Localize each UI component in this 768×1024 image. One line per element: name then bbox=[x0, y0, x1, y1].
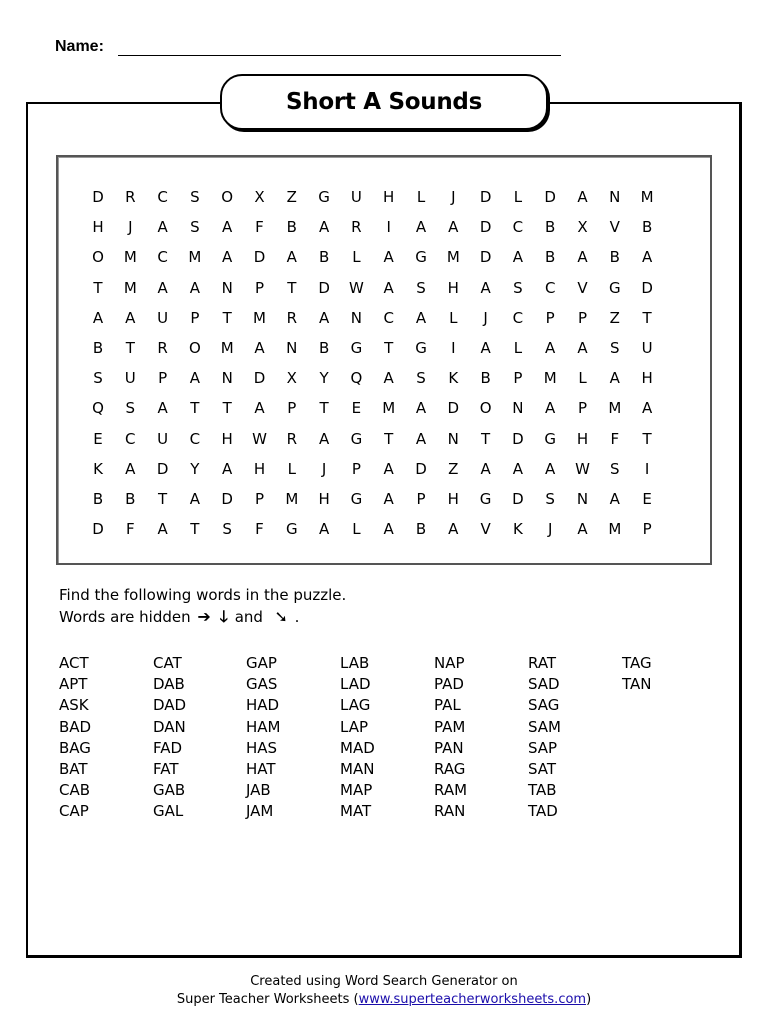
title-banner bbox=[220, 74, 548, 130]
grid-letter[interactable]: A bbox=[92, 308, 104, 327]
grid-letter[interactable]: H bbox=[383, 188, 395, 206]
grid-letter[interactable]: A bbox=[383, 369, 394, 388]
grid-letter[interactable]: L bbox=[287, 459, 296, 478]
grid-letter[interactable]: B bbox=[545, 218, 556, 237]
grid-letter[interactable]: Z bbox=[609, 308, 620, 327]
grid-letter[interactable]: H bbox=[576, 429, 589, 448]
grid-letter[interactable]: Z bbox=[286, 188, 297, 206]
grid-letter[interactable]: T bbox=[384, 339, 394, 357]
grid-letter[interactable]: A bbox=[383, 490, 394, 508]
grid-letter[interactable]: F bbox=[255, 520, 264, 539]
grid-letter[interactable]: C bbox=[157, 188, 168, 206]
grid-letter[interactable]: A bbox=[189, 278, 201, 297]
arrow-right-icon: ➔ bbox=[197, 607, 211, 626]
grid-letter[interactable]: M bbox=[543, 369, 557, 388]
grid-letter[interactable]: M bbox=[123, 248, 137, 267]
grid-letter[interactable]: Z bbox=[448, 459, 459, 478]
grid-letter[interactable]: A bbox=[545, 399, 556, 418]
grid-letter[interactable]: A bbox=[641, 248, 653, 267]
grid-letter[interactable]: U bbox=[124, 369, 136, 388]
grid-letter[interactable]: B bbox=[318, 339, 330, 357]
grid-letter[interactable]: T bbox=[222, 308, 232, 327]
grid-letter[interactable]: K bbox=[448, 369, 459, 388]
grid-letter[interactable]: S bbox=[610, 339, 620, 357]
grid-letter[interactable]: A bbox=[415, 399, 427, 418]
grid-letter[interactable]: X bbox=[254, 188, 265, 206]
grid-letter[interactable]: Q bbox=[92, 399, 104, 418]
grid-letter[interactable]: I bbox=[386, 218, 391, 237]
name-field-line[interactable] bbox=[118, 55, 561, 56]
grid-letter[interactable]: A bbox=[254, 399, 265, 418]
grid-letter[interactable]: A bbox=[222, 459, 233, 478]
grid-letter[interactable]: D bbox=[92, 188, 104, 206]
word-list-item: CAB bbox=[59, 781, 91, 800]
grid-letter[interactable]: C bbox=[512, 308, 524, 327]
grid-letter[interactable]: Y bbox=[190, 459, 200, 478]
grid-letter[interactable]: M bbox=[285, 490, 299, 508]
grid-letter[interactable]: W bbox=[348, 278, 364, 297]
grid-letter[interactable]: A bbox=[609, 369, 620, 388]
word-list-item: TAB bbox=[528, 781, 557, 800]
word-list-item: PAL bbox=[434, 696, 461, 715]
grid-letter[interactable]: A bbox=[222, 248, 233, 267]
footer bbox=[0, 973, 768, 1009]
word-list-item: BAT bbox=[59, 760, 88, 779]
grid-letter[interactable]: B bbox=[641, 218, 653, 237]
grid-letter[interactable]: D bbox=[479, 218, 492, 237]
grid-letter[interactable]: R bbox=[286, 308, 298, 327]
grid-letter[interactable]: L bbox=[578, 369, 587, 388]
word-list-item: PAD bbox=[434, 675, 464, 694]
grid-letter[interactable]: A bbox=[157, 520, 168, 539]
grid-letter[interactable]: U bbox=[157, 308, 169, 327]
grid-letter[interactable]: A bbox=[125, 308, 136, 327]
footer-line-2 bbox=[0, 991, 768, 1009]
grid-letter[interactable]: S bbox=[416, 369, 426, 388]
grid-letter[interactable]: B bbox=[415, 520, 427, 539]
grid-letter[interactable]: N bbox=[447, 429, 459, 448]
grid-letter[interactable]: M bbox=[640, 188, 654, 206]
grid-letter[interactable]: L bbox=[513, 188, 523, 206]
grid-letter[interactable]: N bbox=[350, 308, 362, 327]
grid-letter[interactable]: S bbox=[416, 278, 426, 297]
grid-letter[interactable]: T bbox=[481, 429, 491, 448]
word-list-item: MAT bbox=[340, 802, 372, 821]
grid-letter[interactable]: D bbox=[415, 459, 427, 478]
word-list-item: SAP bbox=[528, 738, 558, 757]
grid-letter[interactable]: A bbox=[318, 520, 330, 539]
grid-letter[interactable]: P bbox=[545, 308, 555, 327]
grid-letter[interactable]: A bbox=[641, 399, 653, 418]
grid-letter[interactable]: E bbox=[93, 429, 103, 448]
grid-letter[interactable]: T bbox=[158, 490, 168, 508]
grid-letter[interactable]: A bbox=[480, 339, 491, 357]
grid-letter[interactable]: P bbox=[577, 399, 588, 418]
word-list-item: RAN bbox=[434, 802, 466, 821]
grid-letter[interactable]: P bbox=[416, 490, 426, 508]
grid-letter[interactable]: S bbox=[545, 490, 555, 508]
grid-letter[interactable]: T bbox=[125, 339, 135, 357]
grid-letter[interactable]: F bbox=[255, 218, 264, 237]
grid-letter[interactable]: T bbox=[190, 520, 200, 539]
grid-letter[interactable]: S bbox=[125, 399, 136, 418]
grid-letter[interactable]: O bbox=[479, 399, 492, 418]
grid-letter[interactable]: M bbox=[123, 278, 137, 297]
grid-letter[interactable]: A bbox=[609, 490, 620, 508]
grid-letter[interactable]: X bbox=[286, 369, 297, 388]
grid-letter[interactable]: U bbox=[641, 339, 653, 357]
grid-letter[interactable]: D bbox=[479, 188, 492, 206]
grid-letter[interactable]: W bbox=[252, 429, 267, 448]
word-list-item: SAT bbox=[528, 760, 557, 779]
grid-letter[interactable]: P bbox=[351, 459, 361, 478]
grid-letter[interactable]: O bbox=[188, 339, 201, 357]
grid-letter[interactable]: L bbox=[352, 520, 361, 539]
grid-letter[interactable]: T bbox=[287, 278, 297, 297]
word-list-item: RAT bbox=[528, 654, 557, 672]
word-list-item: BAD bbox=[59, 717, 92, 736]
word-list-item: HAM bbox=[246, 717, 281, 736]
word-column bbox=[528, 653, 561, 823]
grid-letter[interactable]: A bbox=[157, 399, 168, 418]
grid-letter[interactable]: S bbox=[190, 188, 200, 206]
grid-letter[interactable]: J bbox=[321, 459, 327, 478]
grid-letter[interactable]: L bbox=[352, 248, 361, 267]
grid-letter[interactable]: J bbox=[128, 218, 133, 237]
grid-letter[interactable]: V bbox=[609, 218, 620, 237]
grid-letter[interactable]: J bbox=[483, 308, 488, 327]
grid-letter[interactable]: A bbox=[512, 248, 524, 267]
grid-letter[interactable]: B bbox=[286, 218, 297, 237]
grid-letter[interactable]: P bbox=[190, 308, 200, 327]
grid-letter[interactable]: T bbox=[319, 399, 329, 418]
grid-letter[interactable]: X bbox=[577, 218, 588, 237]
word-list-item: FAT bbox=[153, 760, 179, 779]
word-list-item: JAM bbox=[246, 802, 274, 821]
grid-letter[interactable]: A bbox=[545, 459, 556, 478]
word-search-grid bbox=[56, 155, 712, 565]
grid-letter[interactable]: D bbox=[447, 399, 460, 418]
grid-letter[interactable]: M bbox=[446, 248, 460, 267]
grid-letter[interactable]: N bbox=[221, 278, 233, 297]
grid-letter[interactable]: E bbox=[351, 399, 362, 418]
grid-letter[interactable]: H bbox=[447, 278, 459, 297]
word-list-item: GAB bbox=[153, 781, 186, 800]
grid-letter[interactable]: M bbox=[608, 520, 622, 539]
grid-letter[interactable]: F bbox=[610, 429, 620, 448]
grid-letter[interactable]: W bbox=[575, 459, 590, 478]
word-list-item: SAG bbox=[528, 696, 560, 715]
grid-letter[interactable]: P bbox=[158, 369, 168, 388]
grid-letter[interactable]: B bbox=[92, 339, 104, 357]
grid-letter[interactable]: B bbox=[125, 490, 136, 508]
grid-letter[interactable]: N bbox=[286, 339, 298, 357]
word-column bbox=[340, 653, 375, 823]
word-list-item: HAT bbox=[246, 760, 276, 779]
word-list-item: PAM bbox=[434, 717, 466, 736]
grid-letter[interactable]: A bbox=[318, 429, 330, 448]
instructions bbox=[59, 585, 346, 628]
grid-letter[interactable]: A bbox=[383, 459, 394, 478]
grid-letter[interactable]: E bbox=[642, 490, 652, 508]
grid-letter[interactable]: J bbox=[451, 188, 456, 206]
grid-letter[interactable]: A bbox=[480, 278, 491, 297]
grid-letter[interactable]: C bbox=[512, 218, 524, 237]
word-list-item: MAP bbox=[340, 781, 373, 800]
grid-letter[interactable]: C bbox=[157, 248, 168, 267]
word-list-item: LAG bbox=[340, 696, 371, 715]
grid-letter[interactable]: D bbox=[253, 369, 266, 388]
grid-letter[interactable]: P bbox=[642, 520, 652, 539]
footer-prefix: Super Teacher Worksheets ( bbox=[176, 992, 359, 1007]
grid-letter[interactable]: P bbox=[254, 490, 265, 508]
grid-letter[interactable]: H bbox=[253, 459, 266, 478]
word-list-item: TAD bbox=[528, 802, 558, 821]
grid-letter[interactable]: D bbox=[92, 520, 104, 539]
grid-letter[interactable]: G bbox=[479, 490, 492, 508]
grid-letter[interactable]: A bbox=[415, 218, 427, 237]
grid-letter[interactable]: H bbox=[318, 490, 330, 508]
grid-letter[interactable]: O bbox=[92, 248, 104, 267]
word-list-item: JAB bbox=[246, 781, 271, 800]
grid-letter[interactable]: A bbox=[157, 278, 168, 297]
grid-letter[interactable]: Q bbox=[350, 369, 363, 388]
grid-letter[interactable]: M bbox=[188, 248, 202, 267]
grid-letter[interactable]: D bbox=[156, 459, 169, 478]
word-list-item: DAN bbox=[153, 717, 186, 736]
grid-letter[interactable]: F bbox=[125, 520, 135, 539]
grid-letter[interactable]: A bbox=[383, 278, 394, 297]
instructions-prefix: Words are hidden bbox=[59, 608, 191, 626]
footer-suffix: ) bbox=[586, 992, 592, 1007]
grid-letter[interactable]: S bbox=[93, 369, 103, 388]
word-column bbox=[622, 653, 652, 695]
grid-letter[interactable]: N bbox=[221, 369, 233, 388]
grid-letter[interactable]: S bbox=[222, 520, 232, 539]
grid-letter[interactable]: B bbox=[318, 248, 330, 267]
grid-letter[interactable]: A bbox=[254, 339, 265, 357]
grid-letter[interactable]: A bbox=[383, 248, 394, 267]
word-list-item: GAS bbox=[246, 675, 278, 694]
grid-letter[interactable]: H bbox=[221, 429, 233, 448]
grid-letter[interactable]: A bbox=[415, 429, 427, 448]
grid-letter[interactable]: D bbox=[479, 248, 492, 267]
footer-link[interactable]: www.superteacherworksheets.com bbox=[358, 992, 587, 1007]
grid-letter[interactable]: N bbox=[576, 490, 589, 508]
word-column bbox=[59, 653, 91, 823]
grid-letter[interactable]: J bbox=[547, 520, 553, 539]
grid-letter[interactable]: L bbox=[449, 308, 458, 327]
grid-letter[interactable]: A bbox=[512, 459, 524, 478]
grid-letter[interactable]: B bbox=[480, 369, 491, 388]
grid-letter[interactable]: C bbox=[189, 429, 201, 448]
grid-letter[interactable]: D bbox=[221, 490, 233, 508]
grid-letter[interactable]: A bbox=[415, 308, 427, 327]
word-list-item: LAP bbox=[340, 717, 369, 736]
word-list-item: LAB bbox=[340, 654, 370, 672]
grid-letter[interactable]: A bbox=[448, 520, 459, 539]
grid-letter[interactable]: H bbox=[641, 369, 653, 388]
word-list-item: GAP bbox=[246, 654, 277, 672]
grid-letter[interactable]: V bbox=[480, 520, 491, 539]
instructions-and: and bbox=[234, 608, 263, 626]
grid-letter[interactable]: G bbox=[350, 490, 363, 508]
grid-letter[interactable]: L bbox=[513, 339, 523, 357]
grid-letter[interactable]: A bbox=[189, 490, 201, 508]
word-list-item: DAD bbox=[153, 696, 187, 715]
grid-letter[interactable]: V bbox=[577, 278, 588, 297]
word-list-item: BAG bbox=[59, 738, 91, 757]
grid-letter[interactable]: B bbox=[609, 248, 620, 267]
grid-letter[interactable]: A bbox=[222, 218, 233, 237]
grid-letter[interactable]: T bbox=[642, 308, 652, 327]
grid-letter[interactable]: P bbox=[513, 369, 523, 388]
word-list-item: RAG bbox=[434, 760, 466, 779]
grid-letter[interactable]: S bbox=[610, 459, 620, 478]
word-list-item: CAP bbox=[59, 802, 89, 821]
grid-letter[interactable]: T bbox=[222, 399, 232, 418]
grid-letter[interactable]: H bbox=[92, 218, 104, 237]
grid-letter[interactable]: A bbox=[383, 520, 394, 539]
word-list-item: RAM bbox=[434, 781, 468, 800]
grid-letter[interactable]: R bbox=[351, 218, 362, 237]
grid-letter[interactable]: D bbox=[641, 278, 653, 297]
footer-line-1: Created using Word Search Generator on bbox=[250, 974, 518, 989]
grid-letter[interactable]: A bbox=[125, 459, 136, 478]
grid-letter[interactable]: C bbox=[383, 308, 394, 327]
grid-letter[interactable]: P bbox=[577, 308, 588, 327]
grid-letter[interactable]: T bbox=[190, 399, 200, 418]
grid-letter[interactable]: A bbox=[545, 339, 556, 357]
grid-letter[interactable]: U bbox=[350, 188, 362, 206]
grid-letter[interactable]: D bbox=[318, 278, 330, 297]
word-list-item: SAM bbox=[528, 717, 562, 736]
word-list-item: MAD bbox=[340, 738, 375, 757]
grid-letter[interactable]: G bbox=[415, 248, 427, 267]
grid-letter[interactable]: L bbox=[416, 188, 426, 206]
grid-letter[interactable]: K bbox=[512, 520, 523, 539]
instructions-period: . bbox=[294, 608, 300, 626]
grid-letter[interactable]: A bbox=[577, 188, 588, 206]
grid-letter[interactable]: A bbox=[286, 248, 297, 267]
grid-letter[interactable]: G bbox=[350, 339, 363, 357]
grid-letter[interactable]: D bbox=[512, 490, 524, 508]
page-title: Short A Sounds bbox=[286, 89, 482, 115]
grid-letter[interactable]: R bbox=[125, 188, 136, 206]
word-list-item: HAD bbox=[246, 696, 280, 715]
word-list-item: APT bbox=[59, 675, 88, 694]
word-column bbox=[246, 653, 280, 823]
grid-letter[interactable]: G bbox=[285, 520, 298, 539]
grid-letter[interactable]: I bbox=[644, 459, 650, 478]
grid-letter[interactable]: G bbox=[318, 188, 330, 206]
grid-letter[interactable]: T bbox=[642, 429, 652, 448]
grid-letter[interactable]: P bbox=[254, 278, 265, 297]
grid-letter[interactable]: C bbox=[125, 429, 136, 448]
word-list-item: HAS bbox=[246, 738, 278, 757]
grid-letter[interactable]: U bbox=[157, 429, 169, 448]
arrow-diagonal-icon: ➘ bbox=[274, 607, 288, 626]
word-list-item: LAD bbox=[340, 675, 371, 694]
word-list-item: GAL bbox=[153, 802, 184, 821]
grid-letter[interactable]: R bbox=[157, 339, 168, 357]
grid-letter[interactable]: P bbox=[287, 399, 297, 418]
instructions-line-2 bbox=[59, 606, 346, 628]
grid-letter[interactable]: M bbox=[608, 399, 622, 418]
word-column bbox=[434, 653, 467, 823]
grid-letter[interactable]: N bbox=[512, 399, 524, 418]
grid-letter[interactable]: A bbox=[577, 248, 588, 267]
grid-letter[interactable]: T bbox=[93, 278, 103, 297]
word-list-item: TAN bbox=[622, 675, 652, 694]
grid-letter[interactable]: S bbox=[513, 278, 523, 297]
word-list-item: FAD bbox=[153, 738, 183, 757]
grid-letter[interactable]: O bbox=[221, 188, 234, 206]
grid-letter[interactable]: A bbox=[577, 520, 588, 539]
grid-letter[interactable]: C bbox=[544, 278, 556, 297]
word-list-item: PAN bbox=[434, 738, 464, 757]
grid-letter[interactable]: R bbox=[286, 429, 298, 448]
grid-letter[interactable]: D bbox=[253, 248, 266, 267]
word-list-item: SAD bbox=[528, 675, 560, 694]
grid-letter[interactable]: G bbox=[350, 429, 363, 448]
grid-letter[interactable]: S bbox=[190, 218, 200, 237]
grid-letter[interactable]: A bbox=[189, 369, 201, 388]
grid-letter[interactable]: G bbox=[608, 278, 621, 297]
grid-letter[interactable]: A bbox=[577, 339, 588, 357]
word-column bbox=[153, 653, 186, 823]
grid-letter[interactable]: M bbox=[220, 339, 234, 357]
word-list-item: ASK bbox=[59, 696, 89, 715]
grid-letter[interactable]: Y bbox=[319, 369, 329, 388]
grid-letter[interactable]: B bbox=[92, 490, 104, 508]
grid-letter[interactable]: A bbox=[157, 218, 168, 237]
grid-letter[interactable]: G bbox=[415, 339, 427, 357]
word-list-item: ACT bbox=[59, 654, 89, 672]
grid-letter[interactable]: G bbox=[544, 429, 556, 448]
grid-letter[interactable]: M bbox=[253, 308, 266, 327]
arrow-down-icon: 🡓 bbox=[219, 607, 228, 626]
word-list-item: CAT bbox=[153, 654, 182, 672]
grid-letter[interactable]: A bbox=[480, 459, 491, 478]
grid-letter[interactable]: A bbox=[318, 308, 330, 327]
grid-letter[interactable]: M bbox=[382, 399, 396, 418]
grid-letter[interactable]: N bbox=[609, 188, 621, 206]
grid-letter[interactable]: B bbox=[545, 248, 556, 267]
instructions-line-1: Find the following words in the puzzle. bbox=[59, 586, 347, 604]
grid-letter[interactable]: D bbox=[544, 188, 556, 206]
grid-letter[interactable]: K bbox=[93, 459, 103, 478]
word-list-item: NAP bbox=[434, 654, 465, 672]
grid-letter[interactable]: H bbox=[447, 490, 459, 508]
word-list-item: TAG bbox=[622, 654, 652, 672]
grid-letter[interactable]: I bbox=[451, 339, 456, 357]
word-list-item: MAN bbox=[340, 760, 375, 779]
grid-letter[interactable]: A bbox=[448, 218, 459, 237]
grid-letter[interactable]: D bbox=[512, 429, 524, 448]
word-list-item: DAB bbox=[153, 675, 185, 694]
grid-letter[interactable]: T bbox=[384, 429, 394, 448]
name-label: Name: bbox=[55, 38, 104, 55]
grid-letter[interactable]: A bbox=[318, 218, 330, 237]
